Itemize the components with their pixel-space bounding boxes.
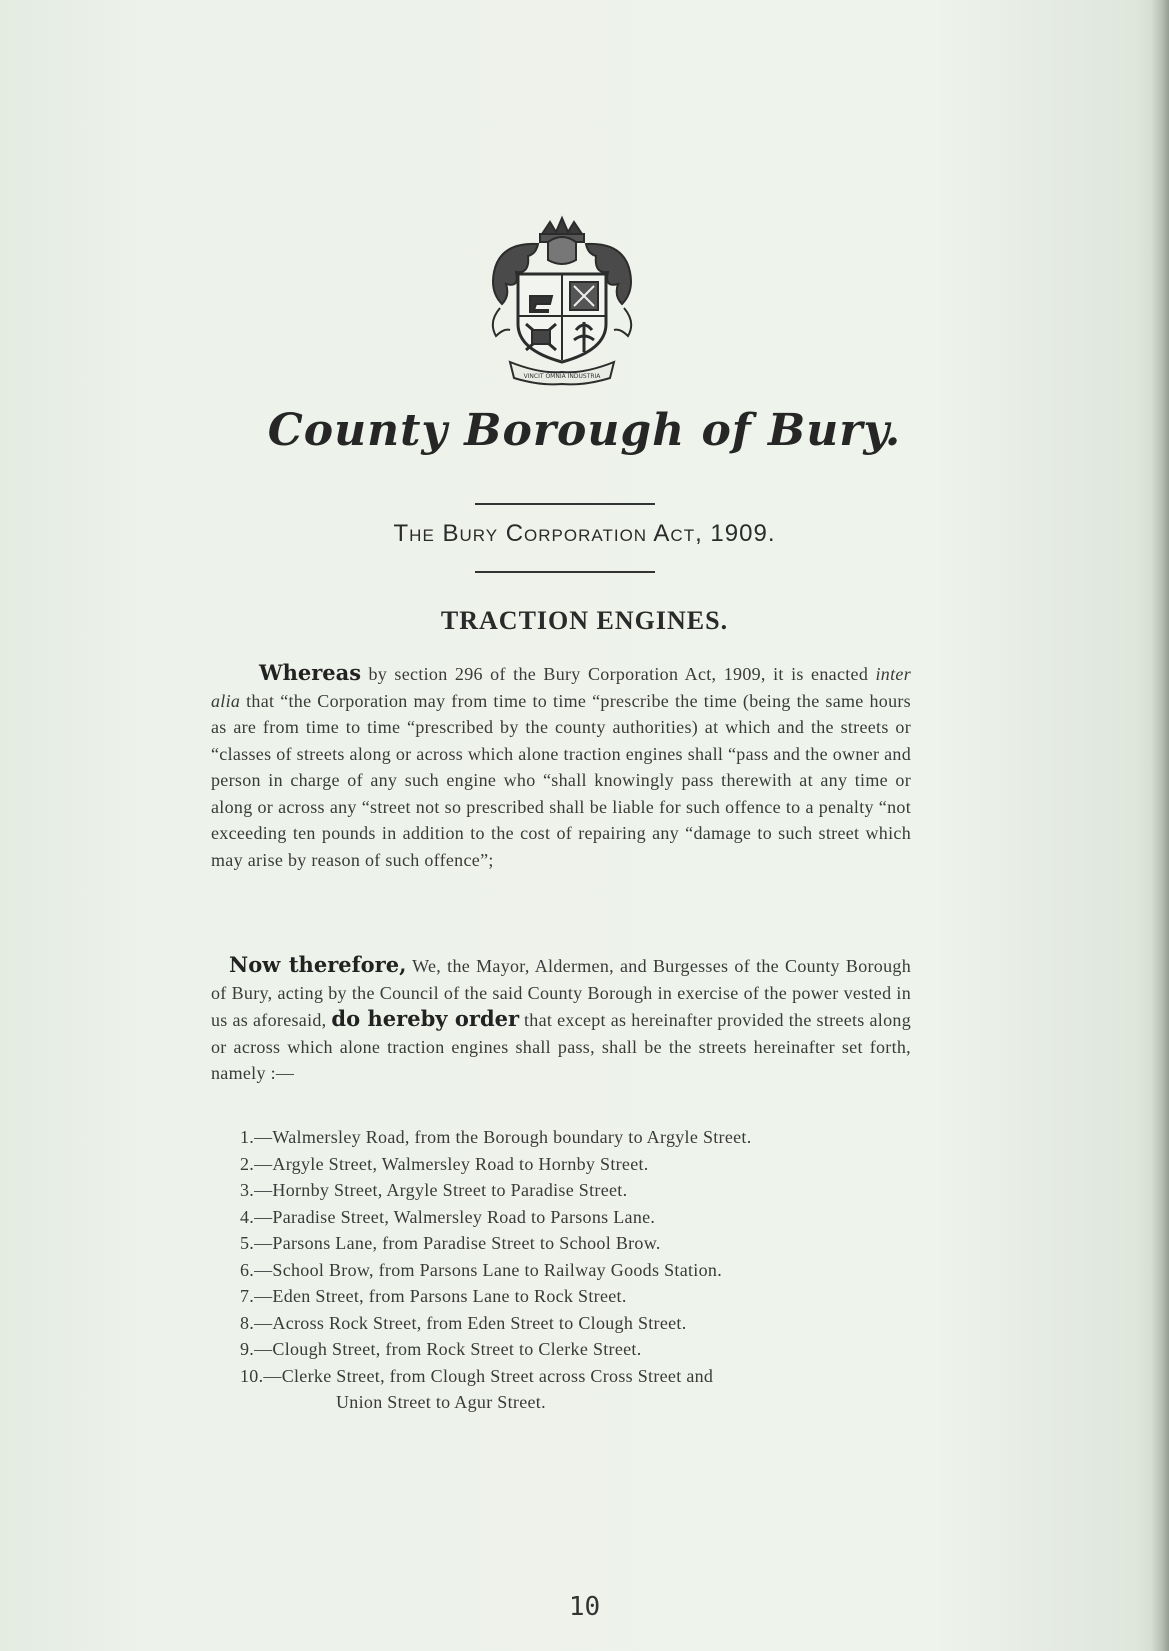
list-item: 9.—Clough Street, from Rock Street to Clerke Street. xyxy=(240,1339,642,1359)
list-item: 8.—Across Rock Street, from Eden Street to Clough Street. xyxy=(240,1312,687,1333)
list-item: 2.—Argyle Street, Walmersley Road to Hornby Street. xyxy=(240,1153,649,1174)
whereas-lead: Whereas xyxy=(259,660,362,685)
whereas-text-2: that “the Corporation may from time to time “prescribe the time (being the same hours as are from time to time “prescribed by the county authorities) at which and the streets or “classes of streets along or across which alone traction engines shall “pass and the owner and person in charge of any such engine who “shall knowingly pass therewith at any time or along or across any “street not so prescribed shall be liable for such offence to a penalty “not exceeding ten pounds in addition to the cost of repairing any “damage to such street which may arise by reason of such offence”; xyxy=(211,690,911,870)
list-item: 4.—Paradise Street, Walmersley Road to Parsons Lane. xyxy=(240,1206,656,1227)
whereas-text: by section 296 of the Bury Corporation Act, 1909, it is enacted xyxy=(361,664,876,684)
divider-top xyxy=(475,503,655,505)
whereas-paragraph xyxy=(211,660,911,873)
act-title: The Bury Corporation Act, 1909. xyxy=(393,520,776,547)
coat-of-arms-icon xyxy=(480,212,645,387)
list-item: 7.—Eden Street, from Parsons Lane to Rock Street. xyxy=(240,1286,627,1306)
now-therefore-paragraph xyxy=(211,952,911,1087)
list-item-continuation: Union Street to Agur Street. xyxy=(336,1392,546,1412)
list-item: 3.—Hornby Street, Argyle Street to Paradise Street. xyxy=(240,1180,628,1200)
page-spine-shadow xyxy=(1151,0,1169,1651)
list-item: 10.—Clerke Street, from Clough Street across Cross Street and xyxy=(240,1365,714,1386)
do-hereby-order: do hereby order xyxy=(331,1006,520,1031)
crest-motto: VINCIT OMNIA INDUSTRIA xyxy=(523,373,601,380)
page-number: 10 xyxy=(568,1592,601,1622)
inter-alia: inter alia xyxy=(211,664,911,711)
divider-bottom xyxy=(475,571,655,573)
section-title: TRACTION ENGINES. xyxy=(440,606,729,635)
list-item: 1.—Walmersley Road, from the Borough boundary to Argyle Street. xyxy=(240,1127,752,1147)
list-item: 6.—School Brow, from Parsons Lane to Railway Goods Station. xyxy=(240,1259,722,1280)
now-therefore-lead: Now therefore, xyxy=(229,952,407,977)
list-item: 5.—Parsons Lane, from Paradise Street to School Brow. xyxy=(240,1233,661,1253)
street-list xyxy=(240,1124,920,1416)
now-therefore-text: We, the Mayor, Aldermen, and Burgesses of the County Borough of Bury, acting by the Council of the said County Borough in exercise of the power vested in us as aforesaid, xyxy=(211,956,912,1030)
borough-heading: County Borough of Bury. xyxy=(267,405,902,456)
now-therefore-text-2: that except as hereinafter provided the streets along or across which alone traction engines shall pass, shall be the streets hereinafter set forth, namely :— xyxy=(211,1010,912,1083)
